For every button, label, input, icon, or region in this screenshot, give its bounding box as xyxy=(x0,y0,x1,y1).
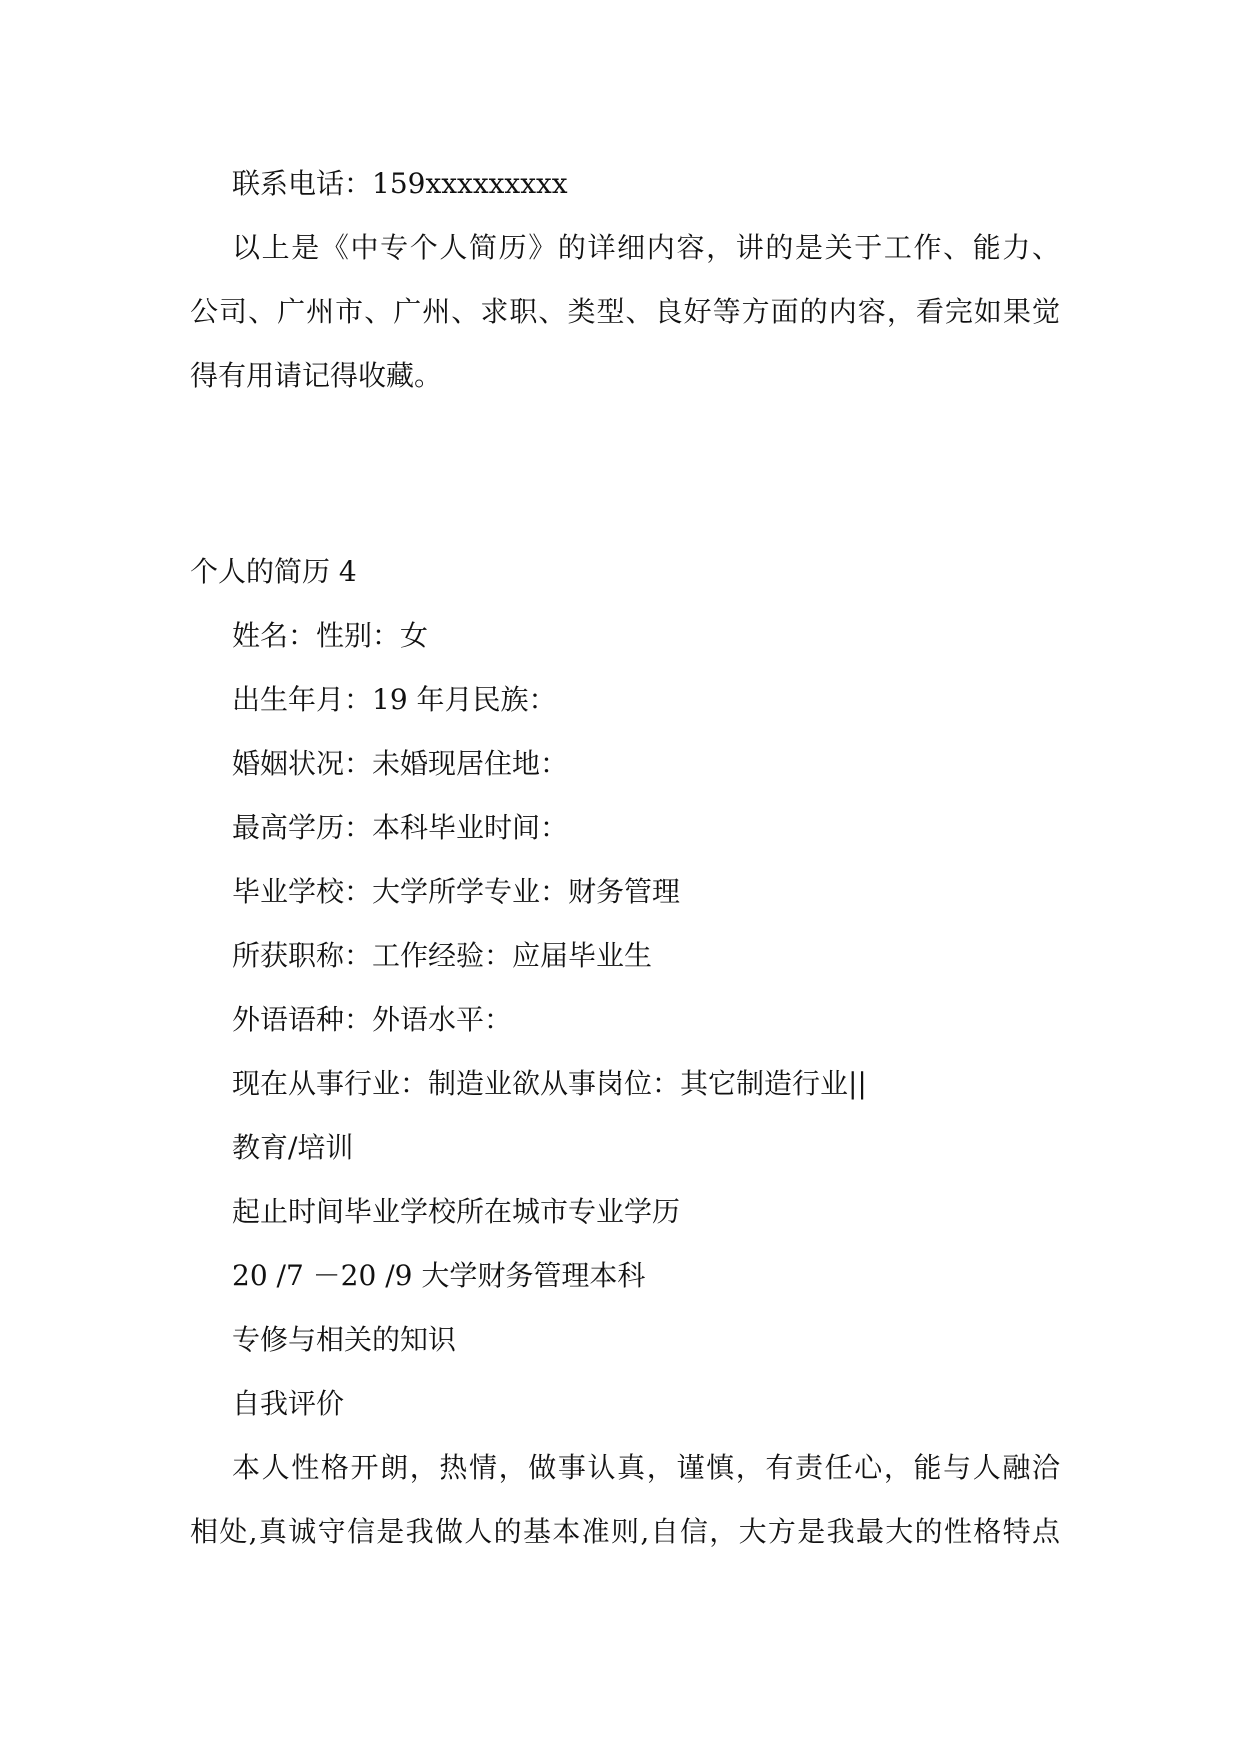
field-industry-position: 现在从事行业：制造业欲从事岗位：其它制造行业|| xyxy=(232,1067,867,1100)
education-columns: 起止时间毕业学校所在城市专业学历 xyxy=(232,1195,681,1228)
summary-paragraph-line-2: 公司、广州市、广州、求职、类型、良好等方面的内容，看完如果觉 xyxy=(190,295,1060,328)
contact-phone: 联系电话：159xxxxxxxxx xyxy=(232,167,568,200)
knowledge-heading: 专修与相关的知识 xyxy=(232,1323,457,1356)
section-heading: 个人的简历 4 xyxy=(190,555,357,588)
education-heading: 教育/培训 xyxy=(232,1131,354,1164)
self-evaluation-line-1: 本人性格开朗，热情，做事认真，谨慎，有责任心，能与人融洽 xyxy=(232,1451,1060,1484)
self-evaluation-heading: 自我评价 xyxy=(232,1387,345,1420)
summary-paragraph-line-3: 得有用请记得收藏。 xyxy=(190,359,443,392)
field-name-gender: 姓名：性别：女 xyxy=(232,619,429,652)
education-row: 20 /7 －20 /9 大学财务管理本科 xyxy=(232,1259,646,1292)
field-marital-residence: 婚姻状况：未婚现居住地： xyxy=(232,747,569,780)
self-evaluation-line-2: 相处,真诚守信是我做人的基本准则,自信，大方是我最大的性格特点 xyxy=(190,1515,1060,1548)
summary-paragraph-line-1: 以上是《中专个人简历》的详细内容，讲的是关于工作、能力、 xyxy=(232,231,1060,264)
field-birth-ethnicity: 出生年月：19 年月民族： xyxy=(232,683,557,716)
field-title-experience: 所获职称：工作经验：应届毕业生 xyxy=(232,939,653,972)
field-school-major: 毕业学校：大学所学专业：财务管理 xyxy=(232,875,681,908)
field-language: 外语语种：外语水平： xyxy=(232,1003,513,1036)
field-education-graduation: 最高学历：本科毕业时间： xyxy=(232,811,569,844)
